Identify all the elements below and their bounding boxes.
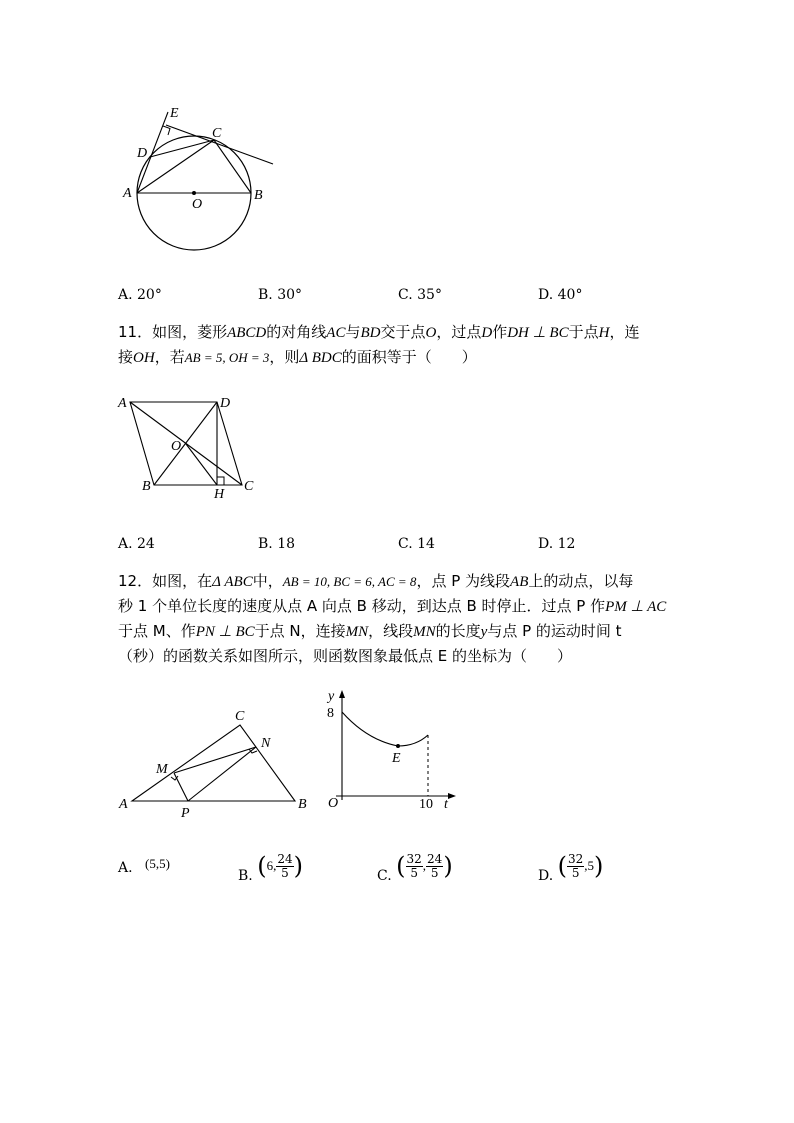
q11-option-a: A. 24 — [118, 536, 155, 552]
label-A: A — [123, 186, 132, 201]
q10-option-d: D. 40° — [538, 287, 583, 303]
q11-option-c: C. 14 — [398, 536, 435, 552]
q12-line-4: （秒）的函数关系如图所示，则函数图象最低点 E 的坐标为（ ） — [118, 647, 573, 665]
label-10: 10 — [419, 797, 433, 812]
q12-option-a: A. (5,5) — [118, 856, 170, 876]
q10-option-b: B. 30° — [258, 287, 303, 303]
q12-line-3: 于点 M、作PN ⊥ BC于点 N，连接MN，线段MN的长度y与点 P 的运动时间 t — [118, 622, 622, 640]
q11-option-b: B. 18 — [258, 536, 296, 552]
label-C: C — [244, 479, 254, 494]
label-C: C — [212, 126, 222, 141]
label-E: E — [392, 751, 401, 766]
label-P: P — [181, 806, 190, 821]
label-M: M — [156, 762, 168, 777]
q12-option-b: B. (6, $\frac{24}{5}$ ) — [238, 851, 303, 884]
q10-option-a: A. 20° — [118, 287, 162, 303]
label-C: C — [235, 709, 245, 724]
label-t: t — [444, 797, 448, 812]
q12-line-2: 秒 1 个单位长度的速度从点 A 向点 B 移动，到达点 B 时停止．过点 P 作PM ⊥ AC — [118, 597, 667, 615]
q11-line-2: 接OH，若AB = 5, OH = 3，则Δ BDC的面积等于（ ） — [118, 348, 477, 366]
label-D: D — [137, 146, 148, 161]
label-A: A — [119, 797, 128, 812]
label-B: B — [254, 188, 263, 203]
q10-option-c: C. 35° — [398, 287, 442, 303]
label-B: B — [298, 797, 307, 812]
q11-option-d: D. 12 — [538, 536, 576, 552]
label-A: A — [118, 396, 127, 411]
label-O: O — [171, 439, 182, 454]
label-8: 8 — [327, 706, 334, 721]
figure-graph — [322, 688, 462, 818]
q12-line-1: 12．如图，在Δ ABC中，AB = 10, BC = 6, AC = 8，点 P 为线段AB上的动点，以每 — [118, 572, 634, 590]
label-E: E — [170, 106, 179, 121]
figure-rhombus — [116, 392, 261, 500]
label-B: B — [142, 479, 151, 494]
figure-circle — [118, 100, 288, 260]
q12-option-c: C. ( $\frac{32}{5}$ , $\frac{24}{5}$ ) — [377, 851, 453, 884]
label-O: O — [328, 796, 339, 811]
q11-line-1: 11．如图，菱形ABCD的对角线AC与BD交于点O，过点D作DH ⊥ BC于点H，连 — [118, 323, 640, 341]
figure-triangle — [116, 705, 316, 823]
label-H: H — [214, 487, 225, 500]
q12-option-d: D. ( $\frac{32}{5}$ ,5) — [538, 851, 604, 884]
label-N: N — [261, 736, 271, 751]
label-y: y — [328, 689, 335, 704]
label-O: O — [192, 197, 203, 212]
label-D: D — [220, 396, 231, 411]
